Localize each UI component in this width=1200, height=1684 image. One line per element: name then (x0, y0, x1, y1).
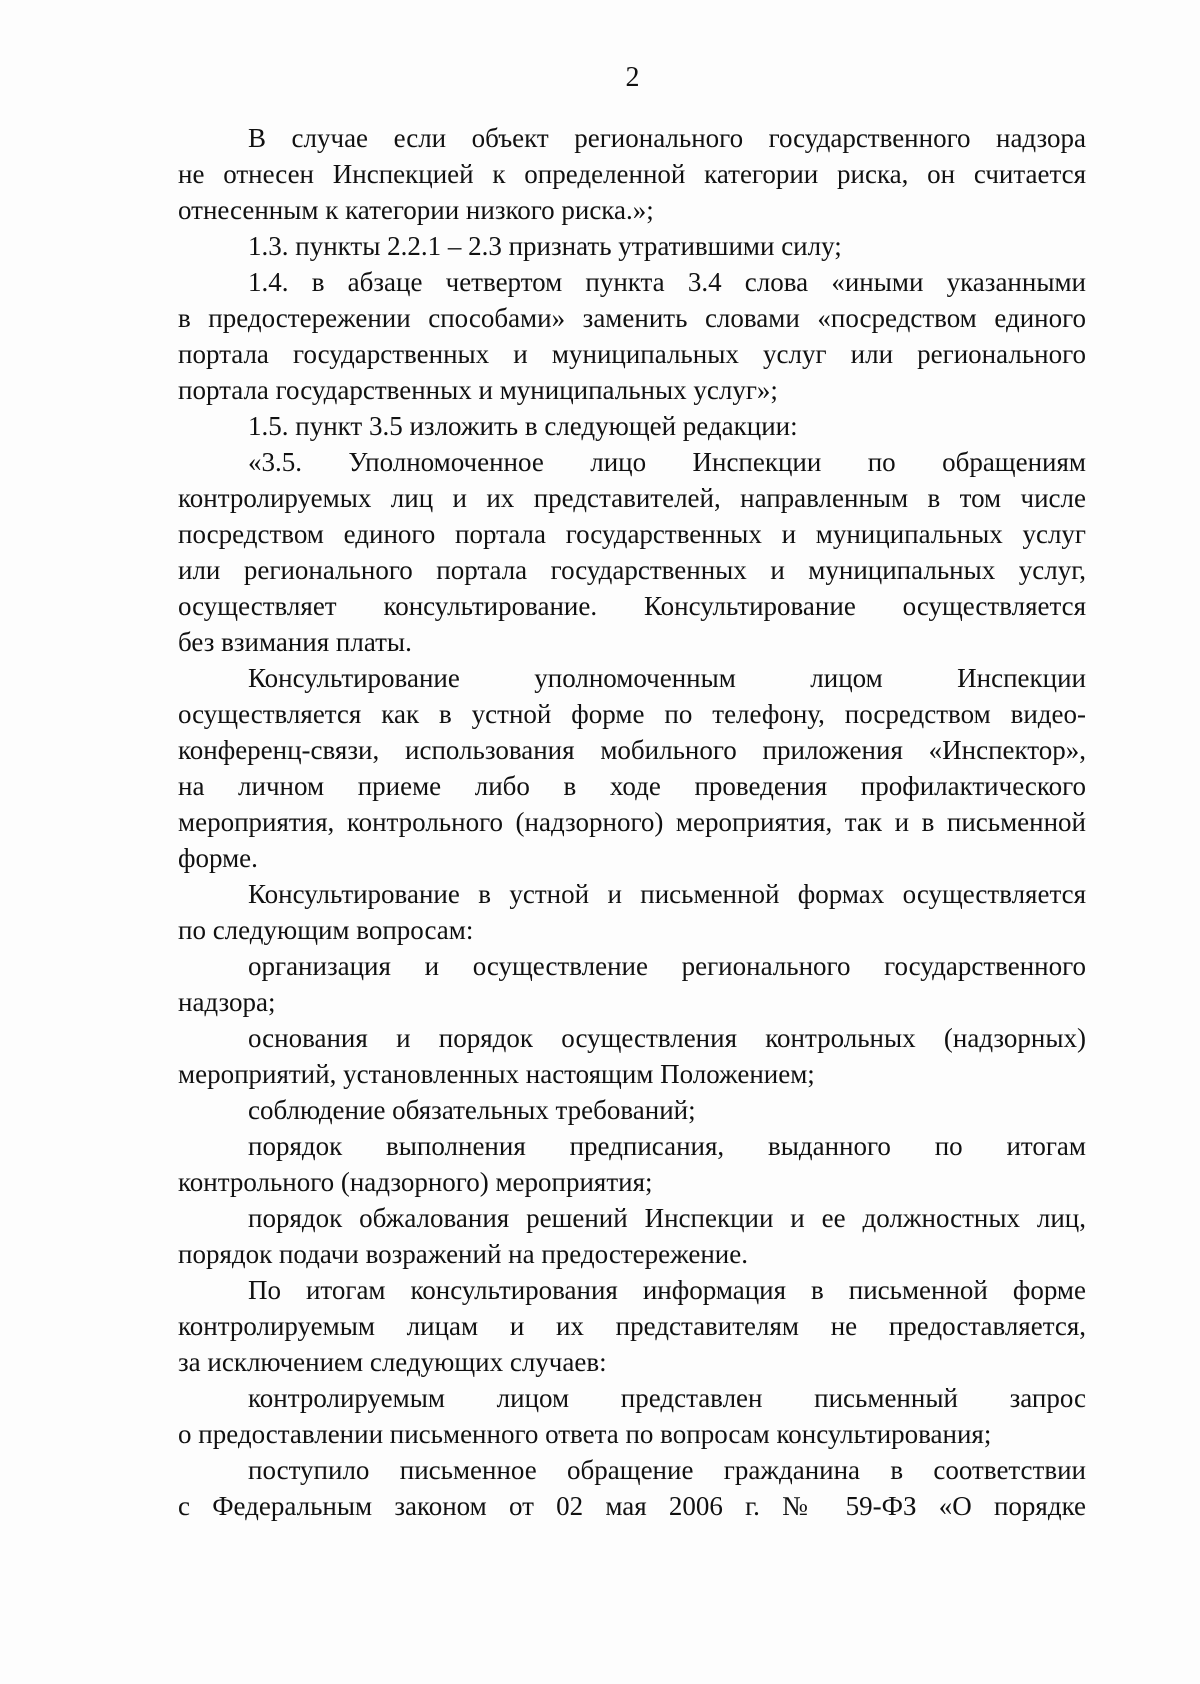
text-line: в предостережении способами» заменить словами «посредством единого (178, 303, 1086, 333)
text-line: контролируемых лиц и их представителей, направленным в том числе (178, 483, 1086, 513)
text-line: осуществляет консультирование. Консультирование осуществляется (178, 591, 1086, 621)
text-line: порядок подачи возражений на предостережение. (178, 1239, 748, 1269)
text-line: портала государственных и муниципальных услуг или регионального (178, 339, 1086, 369)
text-line: В случае если объект регионального государственного надзора (248, 123, 1086, 153)
page-number: 2 (625, 62, 640, 93)
text-line: Консультирование в устной и письменной формах осуществляется (248, 879, 1086, 909)
text-line: мероприятия, контрольного (надзорного) мероприятия, так и в письменной (178, 807, 1086, 837)
text-line: организация и осуществление регионального государственного (248, 951, 1086, 981)
text-line: 1.3. пункты 2.2.1 – 2.3 признать утратившими силу; (248, 231, 842, 261)
text-line: основания и порядок осуществления контрольных (надзорных) (248, 1023, 1086, 1053)
text-line: поступило письменное обращение гражданина в соответствии (248, 1455, 1086, 1485)
text-line: о предоставлении письменного ответа по вопросам консультирования; (178, 1419, 992, 1449)
text-line: или регионального портала государственных и муниципальных услуг, (178, 555, 1086, 585)
text-line: осуществляется как в устной форме по телефону, посредством видео- (178, 699, 1086, 729)
text-line: мероприятий, установленных настоящим Положением; (178, 1059, 815, 1089)
text-line: порядок выполнения предписания, выданного по итогам (248, 1131, 1086, 1161)
text-line: надзора; (178, 987, 276, 1017)
text-line: посредством единого портала государственных и муниципальных услуг (178, 519, 1086, 549)
text-line: «3.5. Уполномоченное лицо Инспекции по обращениям (248, 447, 1086, 477)
text-line: соблюдение обязательных требований; (248, 1095, 696, 1125)
text-line: по следующим вопросам: (178, 915, 474, 945)
text-line: за исключением следующих случаев: (178, 1347, 607, 1377)
text-line: 1.5. пункт 3.5 изложить в следующей редакции: (248, 411, 798, 441)
text-line: 1.4. в абзаце четвертом пункта 3.4 слова «иными указанными (248, 267, 1086, 297)
document-body (178, 120, 1086, 1524)
text-line: По итогам консультирования информация в письменной форме (248, 1275, 1086, 1305)
text-line: с Федеральным законом от 02 мая 2006 г. № 59-ФЗ «О порядке (178, 1491, 1086, 1521)
text-line: отнесенным к категории низкого риска.»; (178, 195, 654, 225)
text-line: на личном приеме либо в ходе проведения профилактического (178, 771, 1086, 801)
text-line: без взимания платы. (178, 627, 412, 657)
text-line: портала государственных и муниципальных услуг»; (178, 375, 778, 405)
text-line: не отнесен Инспекцией к определенной категории риска, он считается (178, 159, 1086, 189)
text-line: контролируемым лицом представлен письменный запрос (248, 1383, 1086, 1413)
text-line: конференц-связи, использования мобильного приложения «Инспектор», (178, 735, 1086, 765)
text-line: Консультирование уполномоченным лицом Инспекции (248, 663, 1086, 693)
text-line: контрольного (надзорного) мероприятия; (178, 1167, 653, 1197)
text-line: порядок обжалования решений Инспекции и ее должностных лиц, (248, 1203, 1086, 1233)
text-line: контролируемым лицам и их представителям не предоставляется, (178, 1311, 1086, 1341)
text-line: форме. (178, 843, 258, 873)
